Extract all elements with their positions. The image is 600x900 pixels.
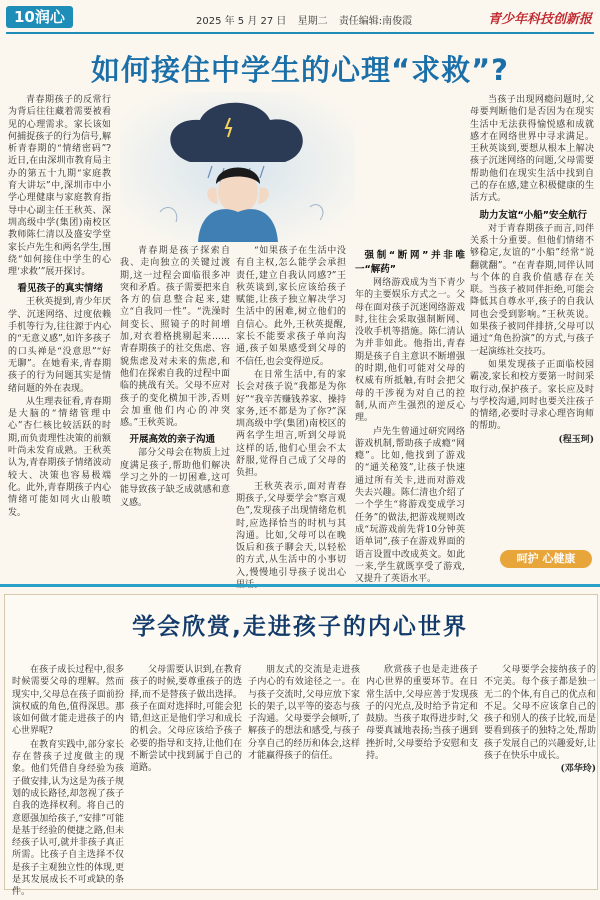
section-tab: 10润心 [6,6,73,28]
article-column-2 [120,245,230,510]
article-paragraph: 对于青春期孩子而言,同伴关系十分重要。但他们情绪不够稳定,友谊的“小船”经常“说翻就翻”。“在青春期,同伴认同与个体的自我价值感存在关联。当孩子被同伴拒绝,可能会降低其自尊水平,孩子的自我认同也会受到影响。”王秋英说。如果孩子被同伴排挤,父母可以通过“角色扮演”的方式,与孩子一起演练社交技巧。 [470,223,594,357]
subheading-network: 强制“断网”并非唯一“解药” [355,250,465,275]
essay-author: (邓华玲) [560,764,596,775]
essay-title: 学会欣赏,走进孩子的内心世界 [132,614,468,640]
article-intro: 青春期孩子的反常行为背后往往藏着需要被看见的心理需求。家长该如何捕捉孩子的行为信号,解析青春期的“情绪密码”?近日,在由深圳市教育局主办的第五十九期“家庭教育大讲坛”中,深圳市中小学心理健康与家庭教育指导中心副主任王秋英、深圳高级中学(集团)南校区教师陈仁清以及盛安学堂家长卢先生和两名学生,围绕“如何接住中学生的心理‘求救’”展开探讨。 [8,95,111,278]
article-title: 如何接住中学生的心理“求救”? [91,53,509,87]
distressed-student-illustration [120,92,355,242]
essay-column-3 [248,664,360,763]
essay-paragraph: 朋友式的交流是走进孩子内心的有效途径之一。在与孩子交流时,父母应放下家长的架子,以平等的姿态与孩子沟通。父母要学会倾听,了解孩子的想法和感受,与孩子分享自己的经历和体会,这样才能赢得孩子的信任。 [248,665,360,762]
article-paragraph: 如果发现孩子正面临校园霸凌,家长和校方要第一时间采取行动,保护孩子。家长应及时与学校沟通,同时也要关注孩子的情绪,必要时寻求心理咨询师的帮助。 [470,359,594,432]
article-paragraph: “如果孩子在生活中没有自主权,怎么能学会承担责任,建立自我认同感?”王秋英谈到,家长应该给孩子赋能,让孩子独立解决学习生活中的困难,树立他们的自信心。此外,王秋英提醒,家长不能要求孩子单向沟通,孩子如果感受到父母的不信任,也会变得逆反。 [236,246,346,367]
subheading-friendship: 助力友谊“小船”安全航行 [479,209,587,221]
essay-column-5 [484,664,596,776]
article-paragraph: 部分父母会在物质上过度满足孩子,帮助他们解决学习之外的一切困难,这可能导致孩子缺乏成就感和意义感。 [120,448,230,508]
essay-paragraph: 父母需要认识到,在教育孩子的时候,要尊重孩子的选择,而不是替孩子做出选择。孩子在面对选择时,可能会犯错,但这正是他们学习和成长的机会。父母应该给予孩子必要的指导和支持,让他们在不断尝试中找到属于自己的道路。 [130,665,242,774]
article-paragraph: 网络游戏成为当下青少年的主要娱乐方式之一。父母在面对孩子沉迷网络游戏时,往往会采取强制断网、没收手机等措施。陈仁清认为并非如此。他指出,青春期是孩子自主意识不断增强的时期,他们可能对父母的权威有所抵触,有时会把父母的干涉视为对自己的控制,从而产生强烈的逆反心理。 [355,278,465,424]
article-paragraph: 王秋英表示,面对青春期孩子,父母要学会“察言观色”,发现孩子出现情绪危机时,应选择恰当的时机与其沟通。比如,父母可以在晚饭后和孩子聊会天,以轻松的方式,从生活中的小事切入,慢慢地引导孩子说出心 [236,481,346,578]
essay-paragraph: 在教育实践中,部分家长存在替孩子过度做主的现象。他们凭借自身经验为孩子做安排,认为这是为孩子规划的成长路径,却忽视了孩子自我的选择权利。将自己的意愿强加给孩子,“安排”可能是基于经验的便捷之路,但未经孩子认可,就并非孩子真正所需。比孩子自主选择不仅是孩子主观独立性的体现,更是其发展成长不可或缺的条件。 [12,739,124,898]
article-paragraph: 当孩子出现网瘾问题时,父母要判断他们是否因为在现实生活中无法获得愉悦感和成就感才在网络世界中寻求满足。王秋英谈到,要想从根本上解决孩子沉迷网络的问题,父母需要帮助他们在现实生活中找到自己的存在感,建立积极健康的生活方式。 [470,95,594,204]
essay-column-2 [130,664,242,776]
issue-weekday: 星期二 [297,16,328,27]
care-banner: 呵护 心健康 [500,550,592,568]
subheading-communication: 开展高效的亲子沟通 [129,434,216,446]
date-line [196,12,420,27]
article-column-5 [470,94,594,446]
article-author: (程玉珂) [558,434,594,445]
section-divider [0,584,600,587]
page-header [0,0,600,36]
essay-column-4 [366,664,478,763]
editor-credit: 责任编辑:南俊霞 [338,16,413,27]
issue-date: 2025 年 5 月 27 日 [196,16,287,27]
article-column-3 [236,245,346,592]
header-rule [6,32,594,34]
article-paragraph: 在日常生活中,有的家长会对孩子说“我都是为你好”“我辛苦赚钱养家、操持家务,还不都是为了你?”深圳高级中学(集团)南校区的两名学生坦言,听到父母说这样的话,他们心里会不太舒服,觉得自己成了父母的负担。 [236,369,346,479]
paper-name: 青少年科技创新报 [487,12,592,27]
article-paragraph: 青春期是孩子探索自我、走向独立的关键过渡期,这一过程会面临很多冲突和矛盾。孩子需要把来自各方的信息整合起来,建立“自我同一性”。“洗澡时间变长、照镜子的时间增加,对衣着格挑剔起来……青春期孩子的社交焦虑、容貌焦虑及对未来的焦虑,和他们在探索自我的过程中面临的挑战有关。父母不应对孩子的变化横加干涉,否则会加重他们内心的冲突感。”王秋英说。 [120,246,230,429]
article-column-1 [8,94,111,520]
article-paragraph: 王秋英提到,青少年厌学、沉迷网络、过度依赖手机等行为,往往源于内心的“无意义感”,如许多孩子的口头禅是“没意思”“好无聊”。在她看来,青春期孩子的行为问题其实是情绪问题的外在表现。 [8,297,111,394]
essay-column-1 [12,664,124,900]
subheading-emotion: 看见孩子的真实情绪 [17,283,104,295]
article-paragraph: 卢先生曾通过研究网络游戏机制,帮助孩子成瘾“网瘾”。比如,他找到了游戏的“通关秘笈”,让孩子快速通过所有关卡,进而对游戏失去兴趣。陈仁清也介绍了一个学生“将游戏变成学习任务”的做法,把游戏规则改成“玩游戏前先背10分钟英语单词”,孩子在游戏界面的语言设置中改成英文。如此一来,学生就既享受了游戏,又提升了英语水平。 [355,426,465,585]
essay-paragraph: 欣赏孩子也是走进孩子内心世界的重要环节。在日常生活中,父母应善于发现孩子的闪光点,及时给予肯定和鼓励。当孩子取得进步时,父母要真诚地表扬;当孩子遇到挫折时,父母要给予安慰和支持。 [366,665,478,762]
essay-paragraph: 父母要学会接纳孩子的不完美。每个孩子都是独一无二的个体,有自己的优点和不足。父母不应该拿自己的孩子和别人的孩子比较,而是要看到孩子的独特之处,帮助孩子发展自己的兴趣爱好,让孩子在快乐中成长。 [484,665,596,762]
article-paragraph: 从生理表征看,青春期是大脑的“情绪管理中心”杏仁核比较活跃的时期,而负责理性决策的前额叶尚未发育成熟。王秋英认为,青春期孩子情绪波动较大、决策也容易极端化。此外,青春期孩子内心情绪可能如同火山般喷发。 [8,396,111,518]
essay-paragraph: 在孩子成长过程中,很多时候需要父母的理解。然而现实中,父母总在孩子面前扮演权威的角色,值得深思。那该如何做才能走进孩子的内心世界呢? [12,665,124,737]
article-column-4 [355,245,465,586]
